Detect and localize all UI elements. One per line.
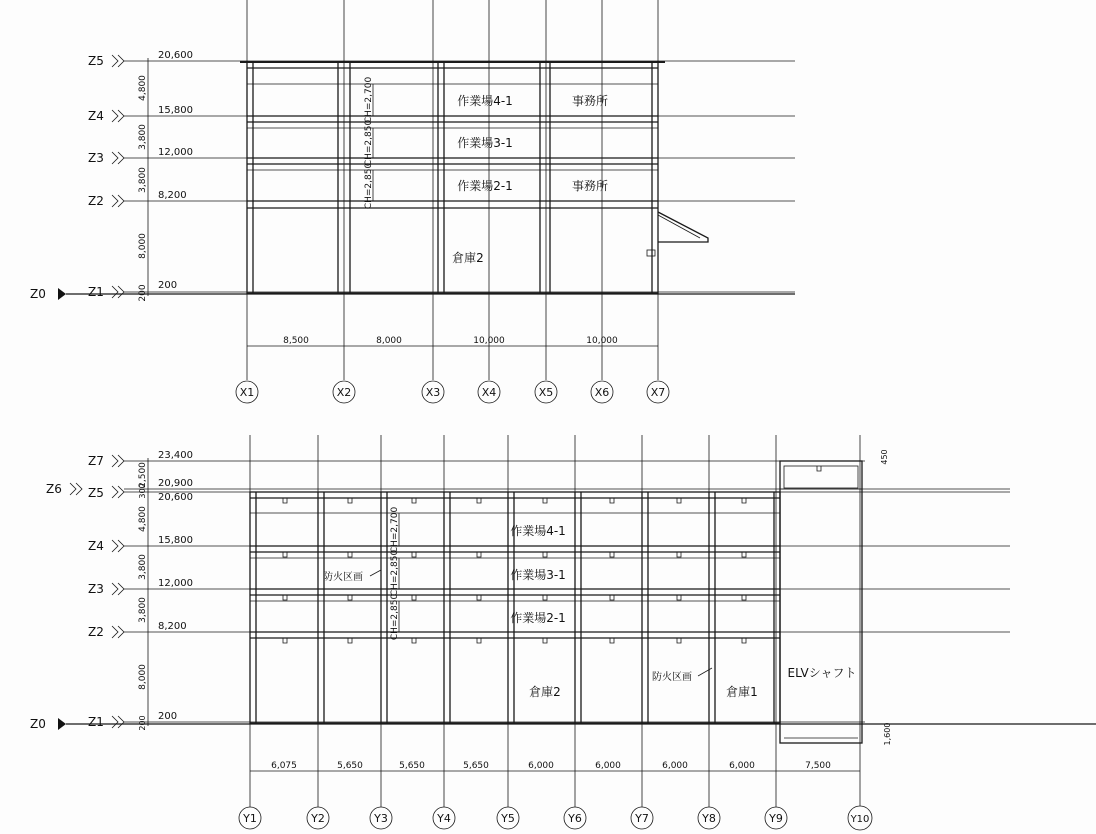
room-label: 倉庫2 [452,251,484,265]
grid-bubble-x2 [333,381,355,403]
span-dim: 6,000 [528,761,554,771]
grid-bubble-x5 [535,381,557,403]
story-dim: 3,800 [138,554,148,580]
room-label: 作業場3-1 [510,568,566,582]
level-marker-icon [58,718,66,730]
level-marker-icon [58,288,66,300]
level-elevation: 8,200 [158,621,187,632]
level-tag: Z6 [46,482,62,496]
lower-level-z1 [88,711,177,729]
elv-shaft-label: ELVシャフト [787,666,857,680]
upper-section [30,0,795,403]
grid-bubble-y4 [433,807,455,829]
level-tag: Z2 [88,194,104,208]
span-dim: 5,650 [399,761,425,771]
svg-text:Y6: Y6 [568,812,582,825]
lower-span-dimensions [250,761,860,771]
story-dim: 8,000 [138,664,148,690]
ceiling-height: CH=2,850 [364,119,374,167]
story-dim: 3,800 [138,124,148,150]
lower-level-labels [30,450,193,731]
span-dim: 8,500 [283,336,309,346]
grid-bubble-y5 [497,807,519,829]
room-label: 倉庫1 [726,685,758,699]
fire-compartment-label: 防火区画 [323,572,363,583]
room-label: 作業場2-1 [457,179,513,193]
lower-section [30,435,1096,830]
grid-bubble-x3 [422,381,444,403]
level-elevation: 12,000 [158,578,193,589]
grid-bubble-y8 [698,807,720,829]
svg-text:X2: X2 [336,386,352,399]
span-dim: 6,075 [271,761,297,771]
span-dim: 5,650 [337,761,363,771]
elevator-shaft [780,449,892,745]
level-elevation: 200 [158,280,178,291]
level-tag: Z0 [30,717,46,731]
level-tag: Z5 [88,486,104,500]
span-dim: 6,000 [729,761,755,771]
ceiling-height: CH=2,850 [364,162,374,210]
grid-bubble-x7 [647,381,669,403]
svg-text:Y4: Y4 [437,812,451,825]
grid-bubble-y1 [239,807,261,829]
span-dim: 5,650 [463,761,489,771]
room-label: 作業場2-1 [510,611,566,625]
svg-text:Y5: Y5 [501,812,515,825]
room-label: 作業場4-1 [510,524,566,538]
lower-room-labels [510,523,758,699]
upper-level-z0 [30,287,66,301]
upper-story-dimensions [138,58,148,302]
grid-bubble-x6 [591,381,613,403]
story-dim: 8,000 [138,233,148,259]
upper-level-z4 [88,105,193,123]
svg-text:Y7: Y7 [635,812,649,825]
story-dim: 4,800 [138,506,148,532]
grid-bubble-y6 [564,807,586,829]
svg-text:Y1: Y1 [243,812,257,825]
room-label: 作業場3-1 [457,136,513,150]
story-dim: 2,500 [138,462,148,488]
grid-bubble-x4 [478,381,500,403]
story-dim: 300 [138,483,147,499]
ceiling-height: CH=2,850 [390,549,400,597]
story-dim: 200 [138,284,148,302]
level-tag: Z5 [88,54,104,68]
svg-text:Y10: Y10 [850,814,870,825]
span-dim: 6,000 [595,761,621,771]
level-tag: Z1 [88,285,104,299]
level-tag: Z3 [88,582,104,596]
grid-bubble-x1 [236,381,258,403]
svg-text:X1: X1 [239,386,255,399]
level-tag: Z3 [88,151,104,165]
level-elevation: 15,800 [158,105,193,116]
level-tag: Z2 [88,625,104,639]
ceiling-height: CH=2,850 [390,593,400,641]
span-dim: 10,000 [473,336,505,346]
level-elevation: 200 [158,711,178,722]
span-dim: 8,000 [376,336,402,346]
ceiling-height: CH=2,700 [364,76,374,124]
svg-text:Y3: Y3 [374,812,388,825]
svg-text:Y2: Y2 [311,812,325,825]
span-dim: 7,500 [805,761,831,771]
room-label: 作業場4-1 [457,94,513,108]
upper-level-z1 [88,280,178,302]
level-elevation: 23,400 [158,450,193,461]
svg-text:X4: X4 [481,386,497,399]
svg-text:X6: X6 [594,386,610,399]
elv-dim-top: 450 [880,449,889,465]
upper-room-labels [452,93,608,265]
grid-bubble-y2 [307,807,329,829]
lower-ceiling-heights [390,507,400,641]
upper-level-labels [30,50,193,301]
lower-level-z4 [88,535,193,553]
upper-grid-bubbles [236,381,669,403]
upper-level-lines [66,61,795,294]
svg-text:X5: X5 [538,386,554,399]
level-tag: Z7 [88,454,104,468]
level-elevation: 20,600 [158,492,193,503]
grid-bubble-y9 [765,807,787,829]
story-dim: 200 [138,715,147,731]
lower-level-z0 [30,717,66,731]
lower-story-dimensions [138,458,148,731]
story-dim: 3,800 [138,167,148,193]
level-elevation: 20,600 [158,50,193,61]
svg-text:X3: X3 [425,386,441,399]
room-label: 倉庫2 [529,685,561,699]
upper-span-dimensions [247,336,658,346]
upper-ceiling-heights [364,77,374,210]
room-label: 事務所 [571,179,609,193]
grid-bubble-y3 [370,807,392,829]
svg-text:Y9: Y9 [769,812,783,825]
level-elevation: 20,900 [158,478,193,489]
grid-bubble-y10 [848,806,872,830]
elv-dim-pit: 1,600 [883,722,892,746]
story-dim: 3,800 [138,597,148,623]
level-tag: Z4 [88,539,104,553]
level-tag: Z1 [88,715,104,729]
level-elevation: 8,200 [158,190,187,201]
upper-level-z5 [88,50,193,68]
story-dim: 4,800 [138,75,148,101]
span-dim: 6,000 [662,761,688,771]
span-dim: 10,000 [586,336,618,346]
level-tag: Z4 [88,109,104,123]
ceiling-height: CH=2,700 [390,506,400,554]
level-elevation: 15,800 [158,535,193,546]
fire-compartment-label: 防火区画 [652,672,692,683]
svg-text:X7: X7 [650,386,666,399]
level-tag: Z0 [30,287,46,301]
level-elevation: 12,000 [158,147,193,158]
room-label: 事務所 [571,94,609,108]
svg-text:Y8: Y8 [702,812,716,825]
grid-bubble-y7 [631,807,653,829]
lower-grid-bubbles [239,806,872,830]
